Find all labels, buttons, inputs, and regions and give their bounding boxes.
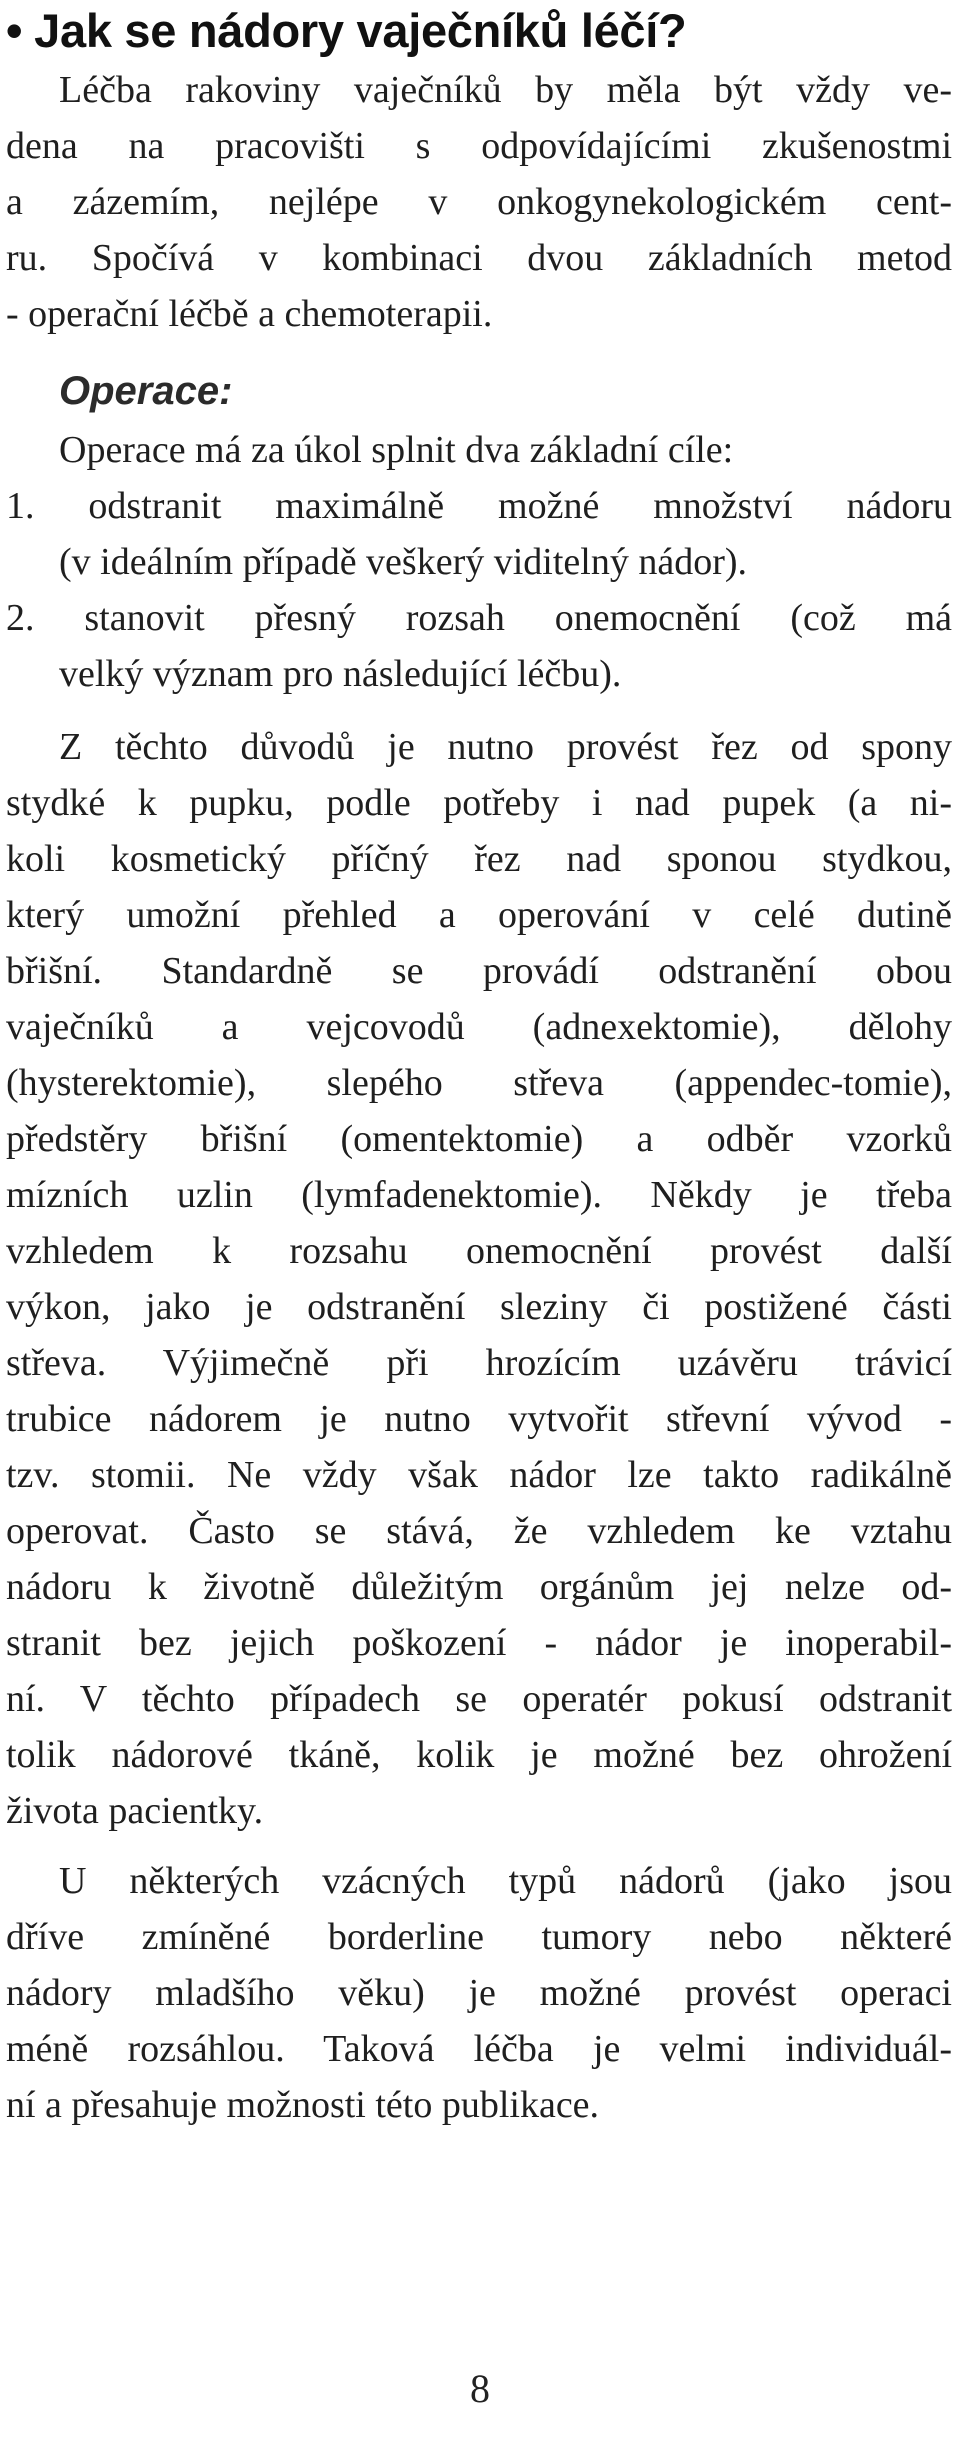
body-line: koli kosmetický příčný řez nad sponou stydkou,: [6, 838, 952, 880]
body-line: který umožní přehled a operování v celé dutině: [6, 894, 952, 936]
body-line: mízních uzlin (lymfadenektomie). Někdy je třeba: [6, 1174, 952, 1216]
body-line: (hysterektomie), slepého střeva (appendec-tomie),: [6, 1062, 952, 1104]
rare-line: ní a přesahuje možnosti této publikace.: [6, 2084, 600, 2126]
body-line: vaječníků a vejcovodů (adnexektomie), dělohy: [6, 1006, 952, 1048]
body-line: tzv. stomii. Ne vždy však nádor lze takto radikálně: [6, 1454, 952, 1496]
body-line: tolik nádorové tkáně, kolik je možné bez ohrožení: [6, 1734, 952, 1776]
body-line: operovat. Často se stává, že vzhledem ke vztahu: [6, 1510, 952, 1552]
body-line: výkon, jako je odstranění sleziny či postižené části: [6, 1286, 952, 1328]
rare-line: méně rozsáhlou. Taková léčba je velmi individuál-: [6, 2028, 952, 2070]
bullet-icon: •: [6, 4, 23, 57]
intro-line: - operační léčbě a chemoterapii.: [6, 293, 493, 335]
body-line: předstěry břišní (omentektomie) a odběr vzorků: [6, 1118, 952, 1160]
rare-line: U některých vzácných typů nádorů (jako jsou: [59, 1860, 952, 1902]
goal-item-continuation: velký význam pro následující léčbu).: [59, 653, 622, 695]
page-number: 8: [470, 2366, 490, 2411]
body-line: ní. V těchto případech se operatér pokusí odstranit: [6, 1678, 952, 1720]
body-line: Z těchto důvodů je nutno provést řez od spony: [59, 726, 952, 768]
rare-line: nádory mladšího věku) je možné provést operaci: [6, 1972, 952, 2014]
operation-subheading: Operace:: [59, 369, 233, 413]
goals-intro: Operace má za úkol splnit dva základní cíle:: [59, 429, 734, 471]
intro-line: ru. Spočívá v kombinaci dvou základních metod: [6, 237, 952, 279]
intro-line: dena na pracovišti s odpovídajícími zkušenostmi: [6, 125, 952, 167]
body-line: břišní. Standardně se provádí odstranění obou: [6, 950, 952, 992]
body-line: života pacientky.: [6, 1790, 264, 1832]
goal-item: 1. odstranit maximálně možné množství nádoru: [6, 485, 952, 527]
body-line: trubice nádorem je nutno vytvořit střevní vývod -: [6, 1398, 952, 1440]
goal-item: 2. stanovit přesný rozsah onemocnění (což má: [6, 597, 952, 639]
section-title: Jak se nádory vaječníků léčí?: [34, 4, 687, 57]
body-line: vzhledem k rozsahu onemocnění provést další: [6, 1230, 952, 1272]
body-line: stranit bez jejich poškození - nádor je inoperabil-: [6, 1622, 952, 1664]
body-line: stydké k pupku, podle potřeby i nad pupek (a ni-: [6, 782, 952, 824]
body-line: střeva. Výjimečně při hrozícím uzávěru trávicí: [6, 1342, 952, 1384]
rare-line: dříve zmíněné borderline tumory nebo některé: [6, 1916, 952, 1958]
intro-line: a zázemím, nejlépe v onkogynekologickém cent-: [6, 181, 952, 223]
body-line: nádoru k životně důležitým orgánům jej nelze od-: [6, 1566, 952, 1608]
intro-line: Léčba rakoviny vaječníků by měla být vždy ve-: [59, 69, 952, 111]
goal-item-continuation: (v ideálním případě veškerý viditelný nádor).: [59, 541, 748, 583]
section-heading: [6, 2, 686, 60]
